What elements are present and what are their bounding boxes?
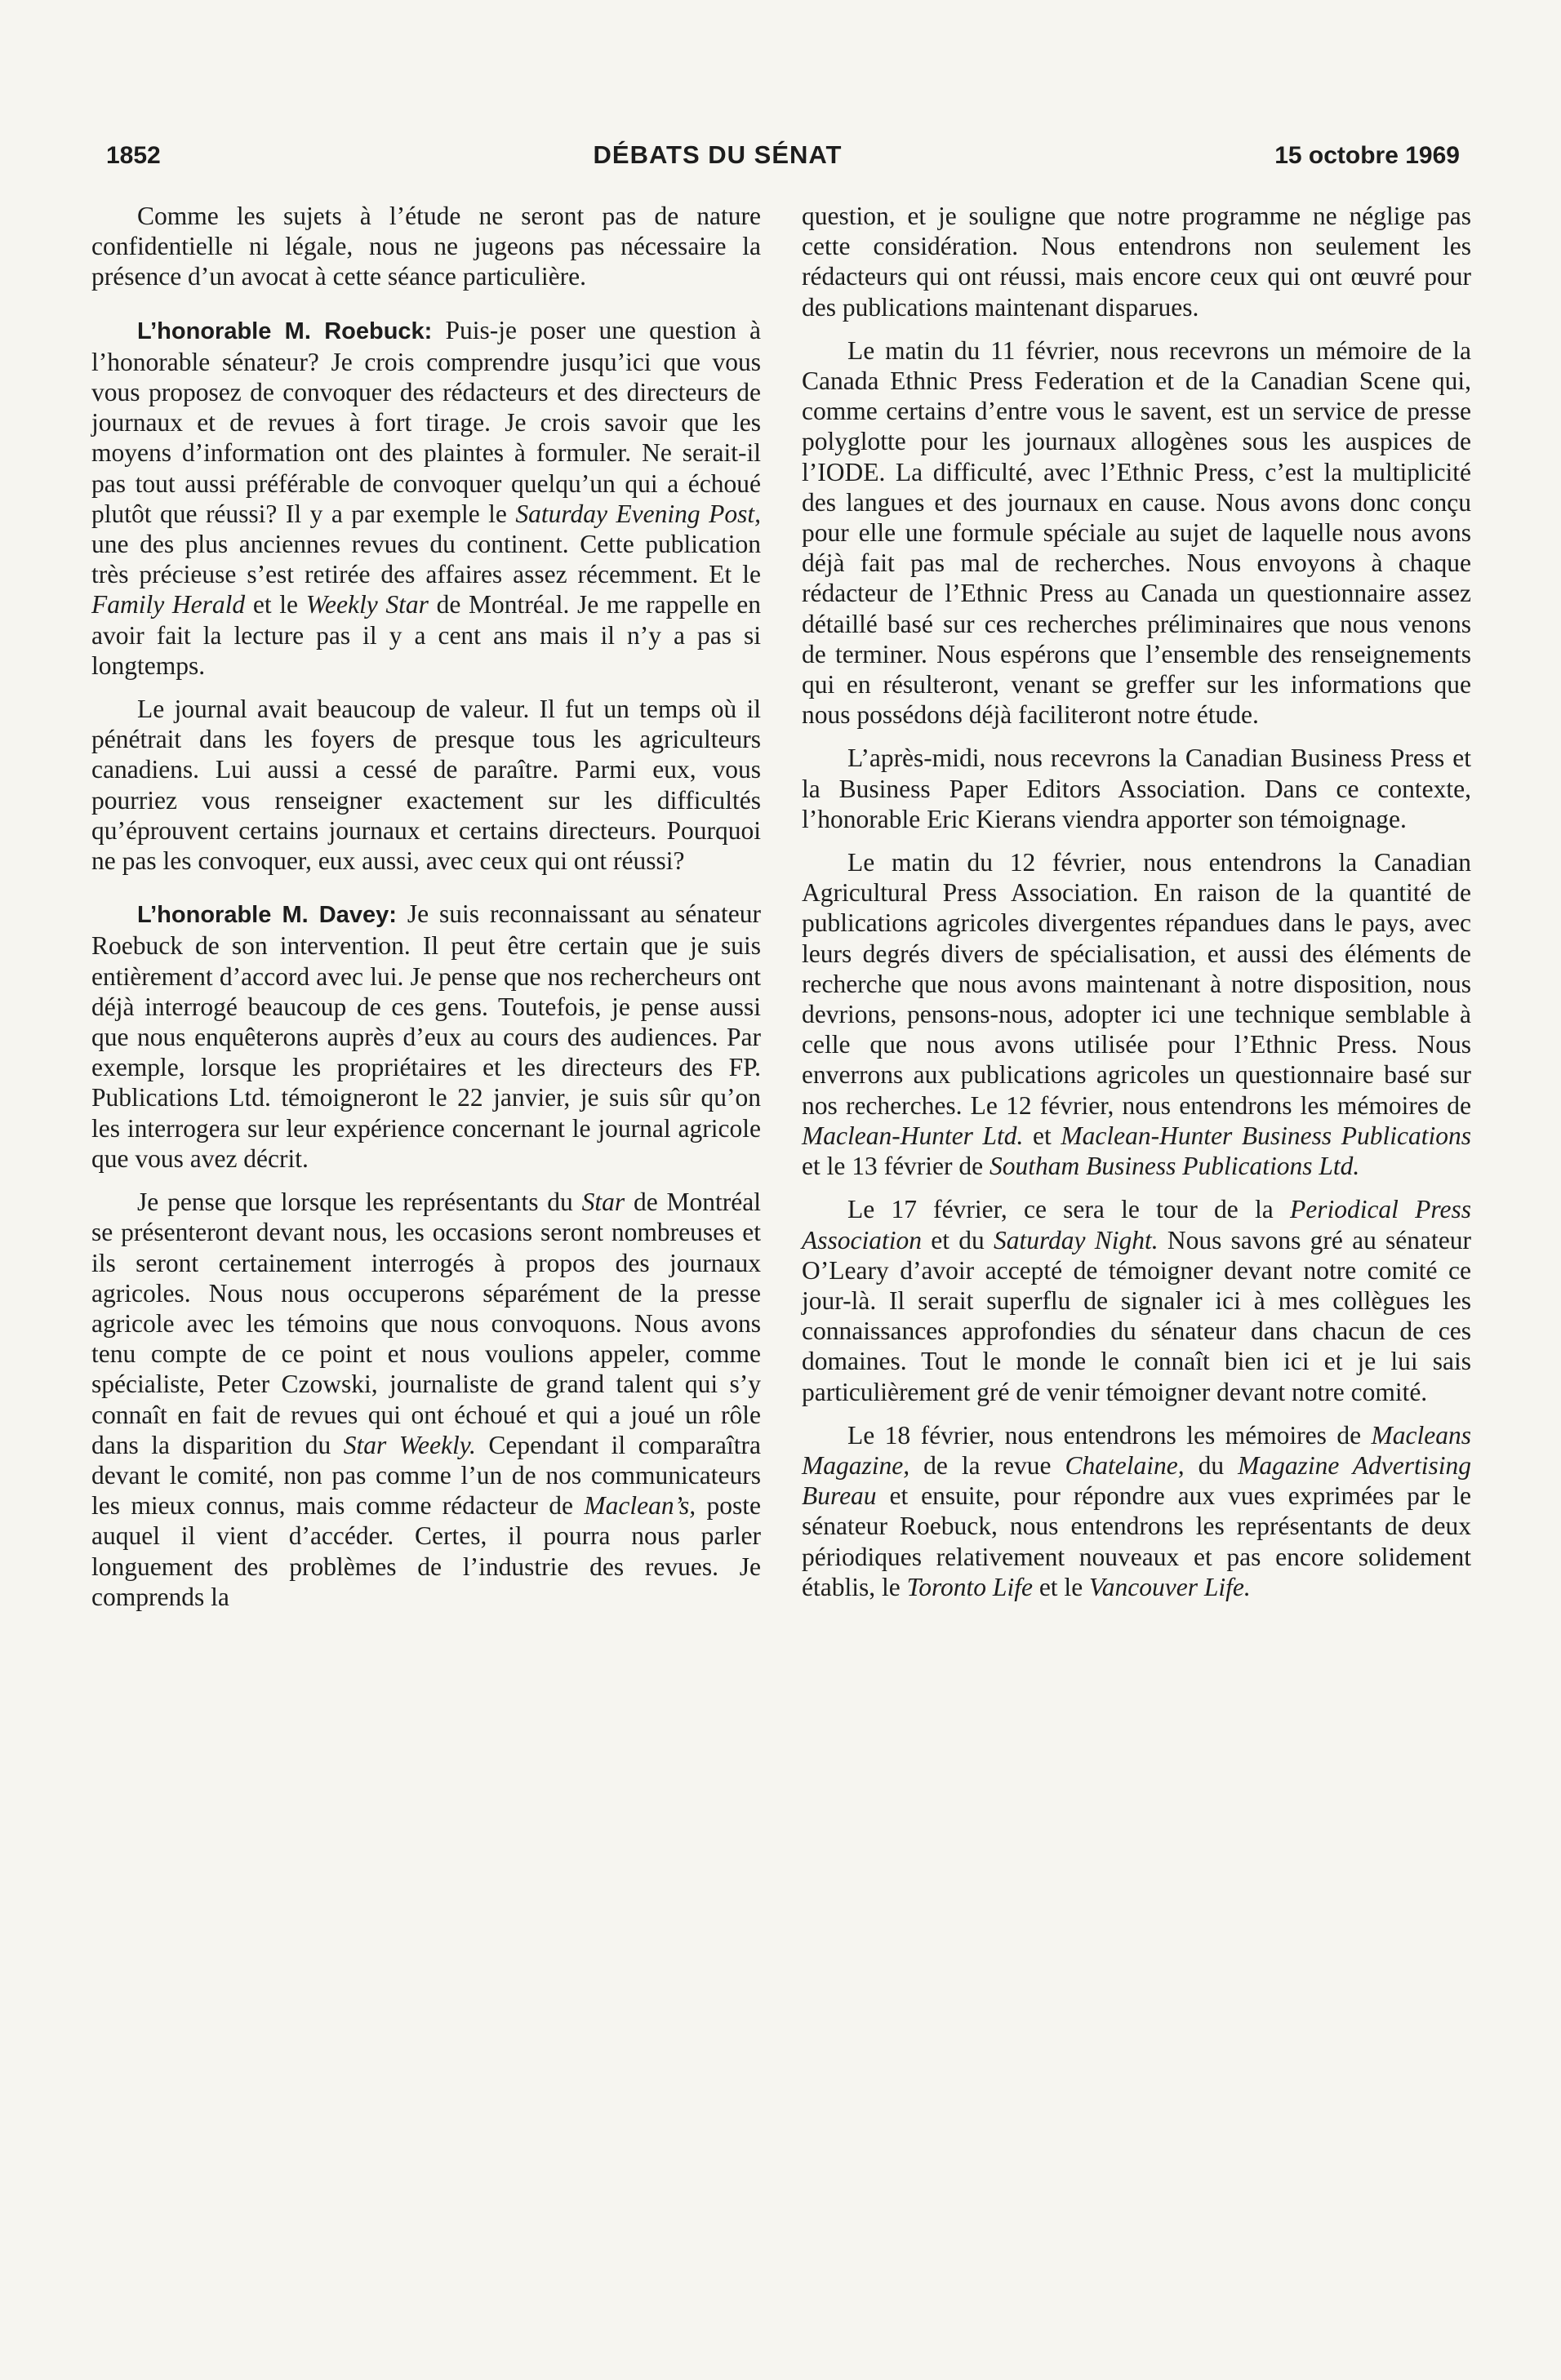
speaker-name: L’honorable M. Roebuck: <box>137 317 433 344</box>
text-run: poste auquel il vient d’accéder. Certes, il pourra nous parler longuement des problèmes de l’industrie des revues. Je comprends la <box>91 1491 761 1611</box>
text-run: Je suis reconnaissant au sénateur Roebuck de son intervention. Il peut être certain que je suis entièrement d’accord avec lui. Je pense que nos rechercheurs ont déjà interrogé beaucoup de ces gens. Toutefois, je pense aussi que nous enquêterons auprès d’eux au cours des audiences. Par exemple, lorsque les propriétaires et les directeurs des FP. Publications Ltd. témoigneront le 22 janvier, je suis sûr qu’on les interrogera sur leur expérience concernant le journal agricole que vous avez décrit. <box>91 899 761 1173</box>
left-column <box>91 201 761 1625</box>
text-run: et du <box>922 1225 994 1254</box>
text-run: Le matin du 12 février, nous entendrons la Canadian Agricultural Press Association. En raison de la quantité de publications agricoles divergentes répandues dans le pays, avec leurs degrés divers de spécialisation, et aussi des éléments de recherche que nous avons maintenant à notre disposition, nous devrions, pensons-nous, adopter ici une technique semblable à celle que nous avons utilisée pour l’Ethnic Press. Nous enverrons aux publications agricoles un questionnaire basé sur nos recherches. Le 12 février, nous entendrons les mémoires de <box>802 848 1471 1120</box>
text-run: de la revue <box>909 1450 1065 1480</box>
text-run: Comme les sujets à l’étude ne seront pas de nature confidentielle ni légale, nous ne jugeons pas nécessaire la présence d’un avocat à cette séance particulière. <box>91 202 761 291</box>
text-run: Je pense que lorsque les représentants du <box>137 1188 582 1217</box>
right-column <box>802 201 1471 1625</box>
italic-title: Maclean’s, <box>584 1491 696 1521</box>
paragraph <box>802 1420 1471 1602</box>
text-columns <box>91 201 1471 1625</box>
text-run: Puis-je poser une question à l’honorable sénateur? Je crois comprendre jusqu’ici que vous vous proposez de convoquer des rédacteurs et des directeurs de journaux et de revues à fort tirage. Je crois savoir que les moyens d’information ont des plaintes à formuler. Ne serait-il pas tout aussi préférable de convoquer quelqu’un qui a échoué plutôt que réussi? Il y a par exemple le <box>91 315 761 528</box>
paragraph <box>91 315 761 681</box>
text-run: et le 13 février de <box>802 1152 990 1181</box>
italic-title: Periodical Press Association <box>802 1195 1471 1254</box>
text-run: et <box>1023 1121 1061 1150</box>
text-run: de Montréal. Je me rappelle en avoir fait la lecture pas il y a cent ans mais il n’y a pas si longtemps. <box>91 590 761 680</box>
text-run: Le journal avait beaucoup de valeur. Il fut un temps où il pénétrait dans les foyers de presque tous les agriculteurs canadiens. Lui aussi a cessé de paraître. Parmi eux, vous pourriez vous renseigner exactement sur les difficultés qu’éprouvent certains journaux et certains directeurs. Pourquoi ne pas les convoquer, eux aussi, avec ceux qui ont réussi? <box>91 695 761 876</box>
text-run: question, et je souligne que notre programme ne néglige pas cette considération. Nous entendrons non seulement les rédacteurs qui ont réussi, mais encore ceux qui ont œuvré pour des publications maintenant disparues. <box>802 202 1471 322</box>
italic-title: Southam Business Publications Ltd. <box>990 1152 1360 1181</box>
italic-title: Weekly Star <box>305 590 429 619</box>
paragraph <box>802 847 1471 1181</box>
paragraph <box>802 743 1471 834</box>
text-run: de Montréal se présenteront devant nous, les occasions seront nombreuses et ils seront certainement interrogés à propos des journaux agricoles. Nous nous occuperons séparément de la presse agricole avec les témoins que nous convoquons. Nous avons tenu compte de ce point et nous voulions appeler, comme spécialiste, Peter Czowski, journaliste de grand talent qui s’y connaît en fait de revues qui ont échoué et qui a joué un rôle dans la disparition du <box>91 1188 761 1459</box>
paragraph <box>802 335 1471 730</box>
italic-title: Magazine Advertising Bureau <box>802 1450 1472 1511</box>
page-number: 1852 <box>106 142 161 169</box>
italic-title: Family Herald <box>91 590 246 619</box>
paragraph <box>91 1187 761 1612</box>
text-run: et le <box>245 590 306 619</box>
italic-title: Vancouver Life. <box>1089 1572 1251 1601</box>
italic-title: Saturday Night. <box>993 1225 1159 1254</box>
paragraph <box>802 1194 1471 1406</box>
italic-title: Chatelaine, <box>1065 1450 1185 1480</box>
italic-title: Star Weekly. <box>343 1430 476 1459</box>
paragraph <box>91 201 761 292</box>
italic-title: Maclean-Hunter Business Publications <box>1061 1121 1471 1150</box>
italic-title: Maclean-Hunter Ltd. <box>802 1121 1024 1150</box>
paragraph <box>91 899 761 1174</box>
italic-title: Saturday Evening Post, <box>515 499 762 528</box>
italic-title: Toronto Life <box>906 1572 1033 1601</box>
text-run: Cependant il comparaîtra devant le comité, non pas comme l’un de nos communicateurs les mieux connus, mais comme rédacteur de <box>91 1430 761 1521</box>
text-run: et ensuite, pour répondre aux vues exprimées par le sénateur Roebuck, nous entendrons les représentants de deux périodiques relativement nouveaux et pas encore solidement établis, le <box>802 1481 1471 1601</box>
text-run: une des plus anciennes revues du continent. Cette publication très précieuse s’est retirée des affaires assez récemment. Et le <box>91 530 761 589</box>
page-header <box>106 140 1460 170</box>
text-run: Le 18 février, nous entendrons les mémoires de <box>847 1420 1372 1450</box>
italic-title: Macleans Magazine, <box>802 1420 1471 1480</box>
italic-title: Star <box>581 1188 625 1217</box>
paragraph <box>802 201 1471 322</box>
text-run: et le <box>1032 1572 1090 1601</box>
page-date: 15 octobre 1969 <box>1274 142 1460 169</box>
text-run: Nous savons gré au sénateur O’Leary d’avoir accepté de témoigner devant notre comité ce jour-là. Il serait superflu de signaler ici à mes collègues les connaissances approfondies du sénateur dans chacun de ces domaines. Tout le monde le connaît bien ici et je lui sais particulièrement gré de venir témoigner devant notre comité. <box>802 1225 1471 1406</box>
page-title: DÉBATS DU SÉNAT <box>593 140 843 169</box>
text-run: du <box>1184 1450 1239 1480</box>
speaker-name: L’honorable M. Davey: <box>137 902 397 929</box>
paragraph <box>91 694 761 876</box>
text-run: L’après-midi, nous recevrons la Canadian Business Press et la Business Paper Editors Association. Dans ce contexte, l’honorable Eric Kierans viendra apporter son témoignage. <box>802 744 1471 833</box>
text-run: Le matin du 11 février, nous recevrons un mémoire de la Canada Ethnic Press Federation et de la Canadian Scene qui, comme certains d’entre vous le savent, est un service de presse polyglotte pour les journaux allogènes sous les auspices de l’IODE. La difficulté, avec l’Ethnic Press, c’est la multiplicité des langues et des journaux en cause. Nous avons donc conçu pour elle une formule spéciale au sujet de laquelle nous avons déjà fait pas mal de recherches. Nous envoyons à chaque rédacteur de l’Ethnic Press au Canada un questionnaire assez détaillé basé sur ces recherches préliminaires que nous venons de terminer. Nous espérons que l’ensemble des renseignements qui en résulteront, venant se greffer sur les informations que nous possédons déjà faciliteront notre étude. <box>802 335 1471 730</box>
text-run: Le 17 février, ce sera le tour de la <box>847 1195 1290 1224</box>
